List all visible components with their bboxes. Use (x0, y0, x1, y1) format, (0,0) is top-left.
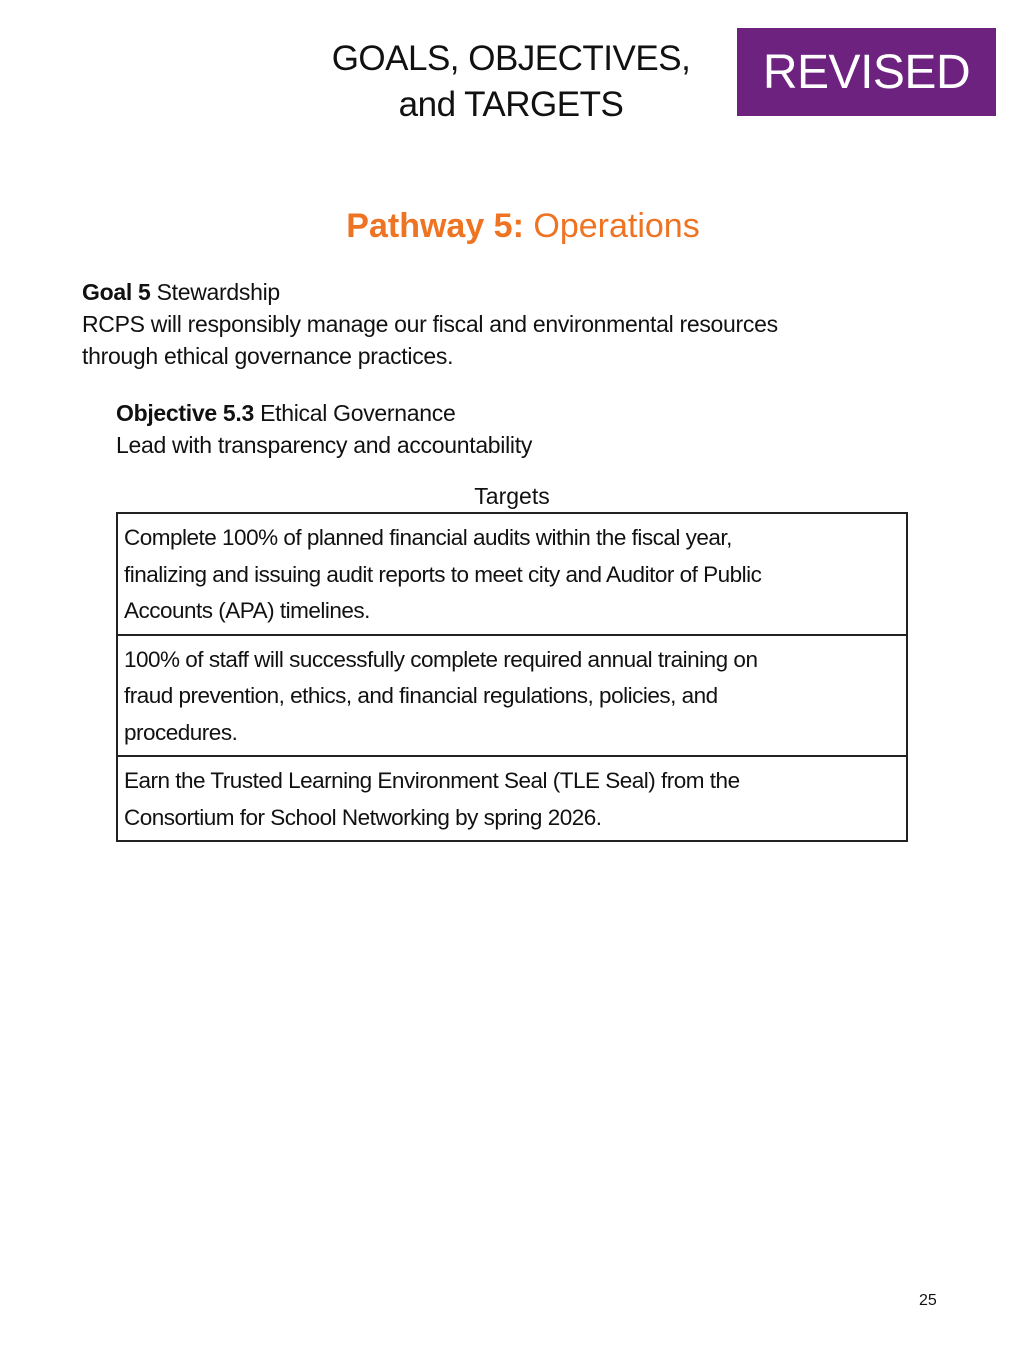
page-title (300, 36, 722, 128)
target-text-line: 100% of staff will successfully complete required annual training on (124, 646, 758, 672)
table-row (117, 513, 907, 635)
title-line-1: GOALS, OBJECTIVES, (331, 39, 691, 78)
table-row (117, 635, 907, 757)
goal-name: Stewardship (156, 279, 280, 305)
target-cell (117, 513, 907, 635)
objective-section (116, 397, 532, 461)
pathway-label: Pathway 5: (346, 207, 524, 245)
target-text-line: Accounts (APA) timelines. (124, 598, 370, 623)
objective-name: Ethical Governance (260, 400, 456, 426)
target-text-line: Complete 100% of planned financial audits within the fiscal year, (124, 525, 732, 550)
goal-description-line: RCPS will responsibly manage our fiscal and environmental resources (82, 311, 778, 337)
pathway-name: Operations (533, 207, 700, 245)
goal-description-line: through ethical governance practices. (82, 343, 454, 369)
objective-label: Objective 5.3 (116, 400, 255, 426)
target-text-line: procedures. (124, 719, 238, 745)
pathway-heading (0, 207, 1024, 246)
goal-section (82, 276, 778, 372)
target-text-line: Consortium for School Networking by spring 2026. (124, 804, 602, 830)
title-line-2: and TARGETS (398, 85, 624, 124)
goal-label: Goal 5 (82, 279, 151, 305)
table-row (117, 756, 907, 841)
target-cell (117, 756, 907, 841)
targets-table (116, 512, 908, 842)
target-cell (117, 635, 907, 757)
revised-badge: REVISED (737, 28, 996, 116)
target-text-line: fraud prevention, ethics, and financial regulations, policies, and (124, 683, 718, 708)
target-text-line: finalizing and issuing audit reports to meet city and Auditor of Public (124, 561, 762, 587)
objective-description: Lead with transparency and accountability (116, 432, 533, 458)
page-number: 25 (919, 1292, 937, 1309)
target-text-line: Earn the Trusted Learning Environment Seal (TLE Seal) from the (124, 768, 740, 793)
targets-heading: Targets (474, 483, 550, 509)
